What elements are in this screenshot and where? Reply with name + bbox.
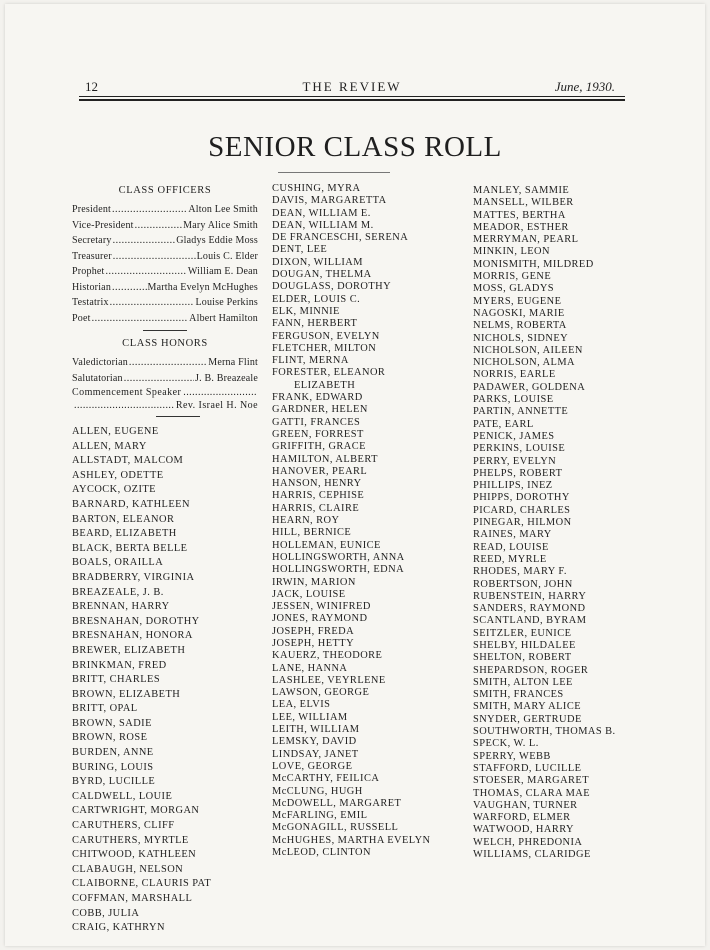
student-name: WILLIAMS, CLARIDGE [473, 849, 591, 861]
person-name: Louise Perkins [195, 297, 258, 308]
student-name: CARTWRIGHT, MORGAN [72, 805, 200, 817]
student-name: PATE, EARL [473, 418, 534, 430]
student-name: BARTON, ELEANOR [72, 513, 175, 525]
student-name: DEAN, WILLIAM M. [272, 219, 374, 231]
student-name: NELMS, ROBERTA [473, 320, 567, 332]
student-name: BREAZEALE, J. B. [72, 586, 164, 598]
title-underline [278, 172, 390, 173]
student-name: BROWN, ELIZABETH [72, 688, 181, 700]
dot-leader [106, 264, 187, 280]
student-name: PICARD, CHARLES [473, 504, 571, 516]
student-name: WELCH, PHREDONIA [473, 836, 583, 848]
role-label: Secretary [72, 235, 112, 246]
student-list-column-2 [272, 183, 462, 859]
officer-row [72, 264, 258, 280]
student-name: LEMSKY, DAVID [272, 736, 357, 748]
student-name: McHUGHES, MARTHA EVELYN [272, 834, 431, 846]
student-name: KAUERZ, THEODORE [272, 650, 383, 662]
person-name: J. B. Breazeale [195, 372, 258, 384]
student-name: MANLEY, SAMMIE [473, 185, 570, 196]
student-name: FRANK, EDWARD [272, 392, 363, 404]
student-name: BYRD, LUCILLE [72, 776, 156, 788]
dot-leader [183, 386, 256, 399]
class-officers-heading: CLASS OFFICERS [118, 185, 212, 196]
student-name: McLEOD, CLINTON [272, 847, 371, 859]
student-name: NAGOSKI, MARIE [473, 307, 565, 319]
commencement-speaker-name-row [72, 399, 258, 412]
dot-leader [112, 202, 187, 218]
student-name: READ, LOUISE [473, 541, 549, 553]
commencement-label: Commencement Speaker [72, 387, 182, 398]
student-name: VAUGHAN, TURNER [473, 799, 578, 811]
issue-date: June, 1930. [554, 79, 615, 94]
student-name: HOLLINGSWORTH, ANNA [272, 551, 405, 563]
student-name: GRIFFITH, GRACE [272, 441, 366, 453]
role-label: Testatrix [72, 297, 109, 308]
student-name: GARDNER, HELEN [272, 404, 368, 416]
student-name: BREWER, ELIZABETH [72, 644, 186, 656]
student-name: BROWN, ROSE [72, 732, 148, 744]
student-name: RUBENSTEIN, HARRY [473, 590, 587, 602]
student-name: GREEN, FORREST [272, 428, 364, 440]
student-name: CALDWELL, LOUIE [72, 790, 173, 802]
dot-leader [113, 233, 176, 249]
student-name: SEITZLER, EUNICE [473, 627, 572, 639]
student-name: DEAN, WILLIAM E. [272, 207, 371, 219]
student-name: PERRY, EVELYN [473, 455, 557, 467]
student-name: DENT, LEE [272, 244, 328, 256]
officer-row [72, 280, 258, 296]
student-name: JOSEPH, FREDA [272, 625, 355, 637]
officer-row [72, 233, 258, 249]
student-name: MONISMITH, MILDRED [473, 258, 594, 270]
student-name: FANN, HERBERT [272, 318, 358, 330]
student-name: COBB, JULIA [72, 907, 140, 919]
student-name: STAFFORD, LUCILLE [473, 762, 582, 774]
student-name: CRAIG, KATHRYN [72, 922, 165, 934]
person-name: Martha Evelyn McHughes [147, 281, 258, 293]
role-label: Treasurer [72, 250, 112, 262]
dot-leader [129, 355, 207, 371]
student-name: HILL, BERNICE [272, 527, 352, 539]
dot-leader [124, 371, 194, 387]
dot-leader [135, 218, 183, 234]
student-name: LASHLEE, VEYRLENE [272, 674, 386, 686]
student-name: BRITT, CHARLES [72, 674, 161, 686]
commencement-speaker-row [72, 386, 258, 399]
student-name: ALLEN, MARY [72, 440, 147, 452]
student-name: MANSELL, WILBER [473, 197, 574, 209]
student-name: WARFORD, ELMER [473, 812, 571, 824]
dot-leader [113, 249, 196, 265]
student-name: LOVE, GEORGE [272, 760, 353, 772]
student-name: GATTI, FRANCES [272, 416, 361, 428]
person-name: Albert Hamilton [189, 312, 258, 324]
role-label: Historian [72, 281, 112, 293]
student-name: SMITH, FRANCES [473, 689, 564, 701]
dot-leader [92, 311, 189, 327]
student-name: AYCOCK, OZITE [72, 484, 156, 496]
student-name: HARRIS, CEPHISE [272, 490, 365, 502]
page-title: SENIOR CLASS ROLL [208, 131, 502, 163]
student-name: SNYDER, GERTRUDE [473, 713, 582, 725]
person-name: Merna Flint [208, 357, 258, 368]
officer-row [72, 249, 258, 265]
person-name: Louis C. Elder [196, 250, 258, 262]
student-name: McGONAGILL, RUSSELL [272, 822, 399, 834]
student-name: HOLLEMAN, EUNICE [272, 539, 381, 551]
officer-row [72, 218, 258, 234]
student-name: BLACK, BERTA BELLE [72, 542, 188, 554]
person-name: William E. Dean [187, 266, 258, 277]
commencement-speaker-name: Rev. Israel H. Noe [175, 400, 258, 411]
student-name: FERGUSON, EVELYN [272, 330, 380, 342]
student-name: NICHOLSON, AILEEN [473, 344, 583, 356]
column-3 [473, 185, 643, 861]
student-name: SANDERS, RAYMOND [473, 603, 586, 615]
student-name: HARRIS, CLAIRE [272, 502, 360, 514]
student-name: PHIPPS, DOROTHY [473, 492, 570, 504]
officers-list [72, 202, 258, 326]
student-name: LANE, HANNA [272, 662, 348, 674]
person-name: Mary Alice Smith [183, 219, 258, 231]
student-name: WATWOOD, HARRY [473, 824, 574, 836]
student-name: JOSEPH, HETTY [272, 637, 355, 649]
student-name: MERRYMAN, PEARL [473, 234, 579, 246]
student-name: PERKINS, LOUISE [473, 443, 566, 455]
student-name: PADAWER, GOLDENA [473, 381, 586, 393]
student-name: ROBERTSON, JOHN [473, 578, 573, 590]
student-name: RAINES, MARY [473, 529, 552, 541]
student-name: PINEGAR, HILMON [473, 517, 572, 529]
dot-leader [110, 295, 195, 311]
student-name: MEADOR, ESTHER [473, 221, 569, 233]
student-name: JACK, LOUISE [272, 588, 346, 600]
student-name: ELIZABETH [294, 379, 356, 391]
person-name: Gladys Eddie Moss [176, 235, 258, 246]
student-name: ELDER, LOUIS C. [272, 293, 361, 305]
student-name: COFFMAN, MARSHALL [72, 893, 193, 904]
student-name: BRENNAN, HARRY [72, 601, 170, 613]
student-name: HANOVER, PEARL [272, 465, 368, 477]
student-name: DE FRANCESCHI, SERENA [272, 232, 409, 244]
student-name: MATTES, BERTHA [473, 209, 566, 221]
student-name: SCANTLAND, BYRAM [473, 615, 587, 627]
student-name: BRINKMAN, FRED [72, 659, 167, 671]
honors-list [72, 355, 258, 386]
officer-row [72, 202, 258, 218]
student-name: FLETCHER, MILTON [272, 342, 377, 354]
student-list-column-3 [473, 185, 643, 861]
student-name: BURING, LOUIS [72, 761, 154, 773]
student-name: IRWIN, MARION [272, 576, 356, 588]
officer-row [72, 355, 258, 371]
role-label: Salutatorian [72, 372, 123, 384]
officer-row [72, 295, 258, 311]
student-name: DIXON, WILLIAM [272, 256, 363, 268]
student-name: ALLSTADT, MALCOM [72, 455, 184, 467]
student-name: DAVIS, MARGARETTA [272, 195, 387, 207]
student-name: HEARN, ROY [272, 515, 340, 527]
role-label: Valedictorian [72, 357, 128, 368]
student-name: CUSHING, MYRA [272, 183, 361, 194]
student-name: ELK, MINNIE [272, 305, 340, 317]
officer-row [72, 311, 258, 327]
student-name: NICHOLSON, ALMA [473, 357, 576, 369]
student-name: BEARD, ELIZABETH [72, 528, 177, 540]
student-name: SHELBY, HILDALEE [473, 639, 576, 651]
student-name: SPERRY, WEBB [473, 750, 551, 762]
student-name: CHITWOOD, KATHLEEN [72, 849, 197, 861]
student-name: BRESNAHAN, DOROTHY [72, 615, 200, 627]
student-name: McFARLING, EMIL [272, 810, 368, 822]
student-name: DOUGLASS, DOROTHY [272, 281, 392, 293]
student-name: BOALS, ORAILLA [72, 557, 164, 569]
student-name: ALLEN, EUGENE [72, 426, 159, 437]
header-rule-thin [79, 96, 625, 97]
student-name: MORRIS, GENE [473, 271, 552, 283]
student-name: HANSON, HENRY [272, 478, 362, 490]
column-2 [272, 183, 462, 859]
student-name: MOSS, GLADYS [473, 283, 555, 295]
page-header [79, 79, 625, 95]
student-name: LEE, WILLIAM [272, 711, 348, 723]
student-name: REED, MYRLE [473, 553, 547, 565]
student-name: PHILLIPS, INEZ [473, 480, 553, 492]
student-name: LEA, ELVIS [272, 699, 331, 711]
student-name: JONES, RAYMOND [272, 613, 368, 625]
student-name: PARKS, LOUISE [473, 394, 554, 406]
student-name: BRITT, OPAL [72, 703, 138, 715]
student-name: SHELTON, ROBERT [473, 652, 572, 664]
student-name: ASHLEY, ODETTE [72, 469, 164, 481]
student-name: SHEPARDSON, ROGER [473, 664, 589, 676]
student-name: CARUTHERS, CLIFF [72, 820, 175, 832]
page-number: 12 [85, 79, 98, 94]
student-list-column-1 [72, 425, 258, 936]
student-name: MINKIN, LEON [473, 246, 550, 258]
officer-row [72, 371, 258, 387]
section-divider [143, 330, 187, 331]
student-name: BROWN, SADIE [72, 717, 152, 729]
student-name: DOUGAN, THELMA [272, 269, 372, 281]
student-name: McDOWELL, MARGARET [272, 797, 402, 809]
student-name: PHELPS, ROBERT [473, 467, 563, 479]
student-name: HAMILTON, ALBERT [272, 453, 378, 465]
student-name: FORESTER, ELEANOR [272, 367, 386, 379]
student-name: LEITH, WILLIAM [272, 724, 360, 736]
student-name: RHODES, MARY F. [473, 566, 567, 578]
student-name: McCLUNG, HUGH [272, 785, 363, 797]
role-label: Prophet [72, 266, 105, 277]
dot-leader [74, 399, 174, 412]
student-name: BRESNAHAN, HONORA [72, 630, 193, 642]
student-name: SMITH, ALTON LEE [473, 676, 573, 688]
role-label: Poet [72, 312, 91, 324]
dot-leader [112, 280, 146, 296]
student-name: MYERS, EUGENE [473, 295, 562, 307]
header-rule-thick [79, 99, 625, 101]
student-name: CLAIBORNE, CLAURIS PAT [72, 878, 212, 890]
student-name: LINDSAY, JANET [272, 748, 359, 760]
person-name: Alton Lee Smith [188, 204, 258, 215]
student-name: SMITH, MARY ALICE [473, 701, 582, 713]
class-honors-heading: CLASS HONORS [122, 338, 208, 349]
student-name: BARNARD, KATHLEEN [72, 498, 190, 510]
magazine-title: THE REVIEW [302, 79, 402, 94]
column-1 [72, 184, 258, 936]
student-name: CLABAUGH, NELSON [72, 863, 184, 875]
student-name: NICHOLS, SIDNEY [473, 332, 569, 344]
student-name: SPECK, W. L. [473, 738, 539, 750]
student-name: PARTIN, ANNETTE [473, 406, 569, 418]
student-name: LAWSON, GEORGE [272, 687, 370, 699]
student-name: CARUTHERS, MYRTLE [72, 834, 189, 846]
student-name: PENICK, JAMES [473, 430, 555, 442]
student-name: BURDEN, ANNE [72, 747, 154, 759]
student-name: FLINT, MERNA [272, 355, 349, 367]
student-name: STOESER, MARGARET [473, 775, 589, 787]
role-label: President [72, 204, 112, 215]
student-name: SOUTHWORTH, THOMAS B. [473, 726, 616, 738]
student-name: JESSEN, WINIFRED [272, 601, 371, 613]
role-label: Vice-President [72, 219, 134, 231]
student-name: BRADBERRY, VIRGINIA [72, 571, 195, 583]
student-name: NORRIS, EARLE [473, 369, 556, 381]
student-name: HOLLINGSWORTH, EDNA [272, 564, 405, 576]
section-divider [156, 416, 200, 417]
student-name: McCARTHY, FEILICA [272, 773, 380, 785]
student-name: THOMAS, CLARA MAE [473, 787, 591, 799]
